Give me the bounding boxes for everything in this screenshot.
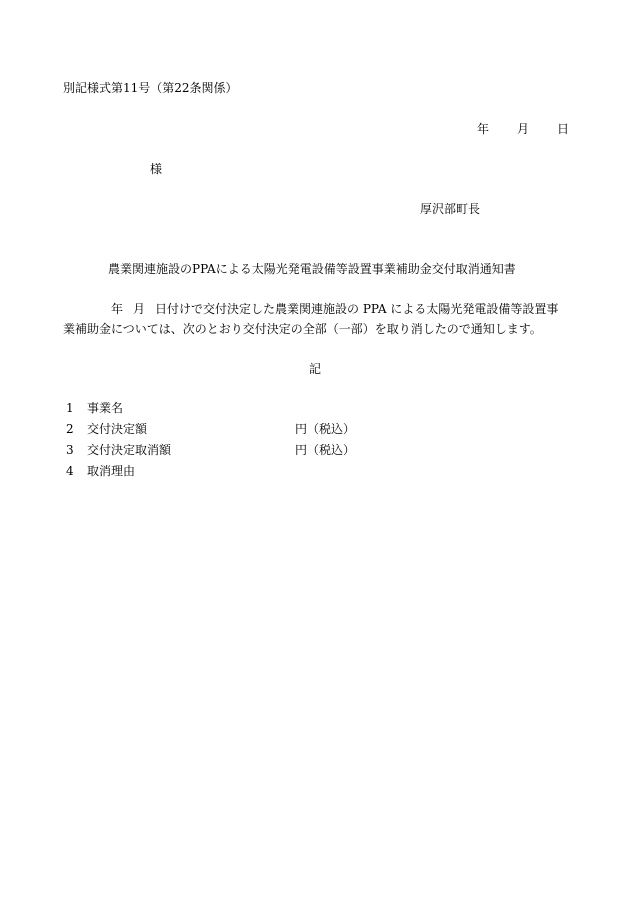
- recipient-suffix: 様: [150, 162, 163, 176]
- date-day: 日: [556, 122, 569, 136]
- item-label: 取消理由: [87, 464, 136, 478]
- item-label: 事業名: [87, 401, 124, 415]
- date-line: [477, 121, 569, 137]
- item-list: [63, 400, 513, 484]
- item-unit: 円（税込）: [295, 422, 356, 436]
- body-line-1: [63, 299, 573, 319]
- item-number: 3: [66, 443, 74, 457]
- date-month: 月: [516, 122, 529, 136]
- ki-heading: 記: [309, 362, 322, 376]
- body-month: 月: [133, 302, 146, 316]
- form-label: 別記様式第11号（第22条関係）: [63, 81, 238, 95]
- item-number: 4: [66, 464, 74, 478]
- item-label: 交付決定額: [87, 422, 148, 436]
- sender-name: 厚沢部町長: [419, 202, 480, 216]
- item-unit: 円（税込）: [295, 443, 356, 457]
- body-line-2: 業補助金については、次のとおり交付決定の全部（一部）を取り消したので通知します。: [63, 322, 542, 336]
- body-year: 年: [111, 302, 124, 316]
- document-title: 農業関連施設のPPAによる太陽光発電設備等設置事業補助金交付取消通知書: [108, 262, 516, 276]
- list-item: [63, 463, 513, 484]
- date-year: 年: [476, 122, 489, 136]
- list-item: [63, 421, 513, 442]
- item-label: 交付決定取消額: [87, 443, 172, 457]
- item-number: 2: [66, 422, 74, 436]
- list-item: [63, 400, 513, 421]
- body-line-1-text: 日付けで交付決定した農業関連施設の PPA による太陽光発電設備等設置事: [155, 302, 559, 316]
- item-number: 1: [66, 401, 74, 415]
- list-item: [63, 442, 513, 463]
- body-paragraph: [63, 299, 573, 339]
